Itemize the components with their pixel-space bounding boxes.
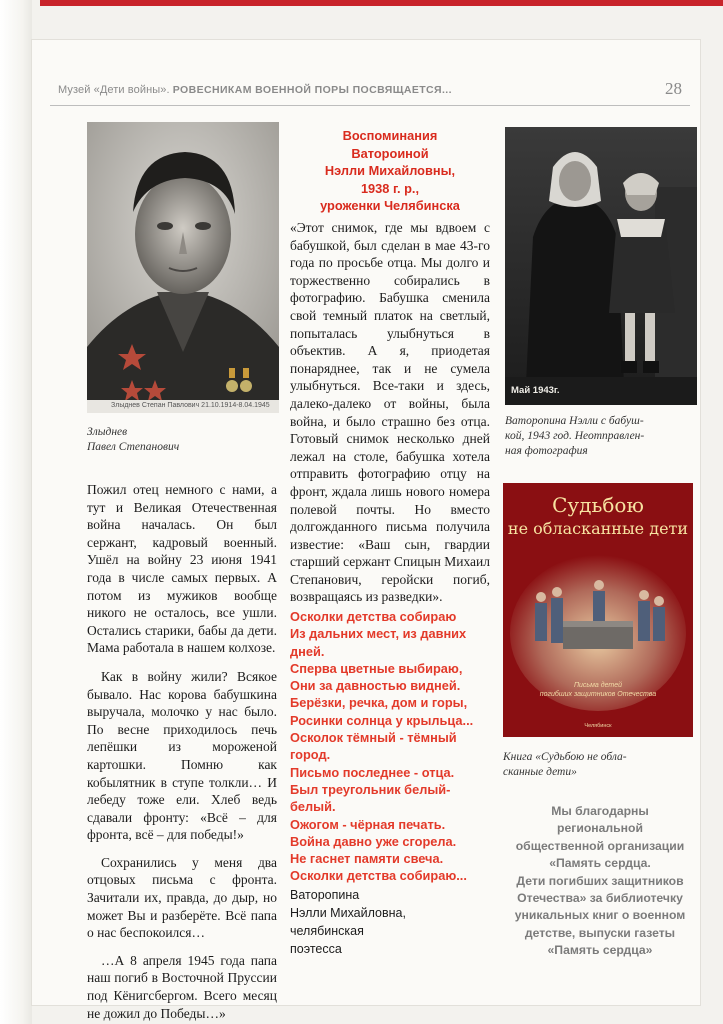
page-header bbox=[50, 81, 690, 103]
poem-line: Они за давностью видней. bbox=[290, 678, 461, 694]
signature-line-3: челябинская bbox=[290, 924, 364, 938]
thanks-note bbox=[500, 803, 700, 960]
signature-line-4: поэтесса bbox=[290, 942, 342, 956]
left-paragraph-2: Как в войну жили? Всякое бывало. Нас корова бабушкина выручала, молочко у нас было. По весне приходилось печь лепёшки из мороженой картошки. Помню как кобылятник в ступе толкли… И лебеду тоже ели. Хлеб ведь сдавали фронту: «Всё – для фронта, всё – для победы!» bbox=[87, 668, 277, 843]
middle-text-column bbox=[290, 219, 490, 606]
middle-body-text: «Этот снимок, где мы вдвоем с бабушкой, был сделан в мае 43-го года по просьбе отца. Мы долго и торжественно собирались в фотографию. Бабушка сменила свой темный платок на светлый, попыталась улыбнуться в объектив. А я, приодетая понаряднее, так и не сумела улыбнуться. Все-таки и здесь, далеко-далеко от войны, была война, и было страшно без отца. Готовый снимок несколько дней лежал на столе, бабушка хотела отправить фотографию отцу на фронт, ждала лишь нового номера полевой почты. Но вместо долгожданного письма получила известие: «Ваш сын, гвардии старший сержант Спицын Михаил Степанович, геройски погиб, возвращаясь из разведки». bbox=[290, 220, 490, 605]
title-line-2: Ватороиной bbox=[351, 145, 429, 161]
portrait-caption-line2: Павел Степанович bbox=[87, 441, 180, 453]
poem-line: Росинки солнца у крыльца... bbox=[290, 712, 474, 728]
poem-line: Не гаснет памяти свеча. bbox=[290, 851, 444, 867]
poem-line: Сперва цветные выбираю, bbox=[290, 660, 463, 676]
thanks-line: «Память сердца. bbox=[549, 856, 651, 871]
book-title-line1: Судьбою bbox=[552, 493, 644, 517]
left-text-column bbox=[87, 481, 277, 1022]
signature-line-2: Нэлли Михайловна, bbox=[290, 906, 406, 920]
portrait-caption bbox=[87, 425, 279, 455]
page-edge bbox=[0, 0, 32, 1024]
poem-line: Письмо последнее - отца. bbox=[290, 764, 455, 780]
portrait-image bbox=[87, 122, 279, 413]
thanks-line: Отечества» за библиотечку bbox=[517, 891, 683, 906]
grandmother-caption-line3: ная фотография bbox=[505, 445, 588, 457]
title-line-4: 1938 г. р., bbox=[360, 180, 420, 196]
header-tagline: РОВЕСНИКАМ ВОЕННОЙ ПОРЫ ПОСВЯЩАЕТСЯ... bbox=[172, 84, 452, 96]
book-cover bbox=[503, 483, 693, 737]
poem-line: Осколок тёмный - тёмный bbox=[290, 730, 457, 746]
grandmother-caption-line1: Ватoропина Нэлли с бабуш- bbox=[505, 415, 644, 427]
thanks-line: детстве, выпуски газеты bbox=[524, 925, 676, 940]
book-caption-line2: сканные дети» bbox=[503, 766, 577, 778]
poem-line: Ожогом - чёрная печать. bbox=[290, 816, 446, 832]
poem bbox=[290, 608, 490, 885]
title-line-5: уроженки Челябинска bbox=[320, 198, 460, 214]
poem-line: белый. bbox=[290, 799, 336, 815]
book-subtitle bbox=[503, 681, 693, 699]
book-subtitle-line2: погибших защитников Отечества bbox=[539, 691, 657, 698]
top-red-stripe bbox=[40, 0, 723, 6]
poem-line: Из дальних мест, из давних bbox=[290, 626, 467, 642]
grandmother-caption-line2: кой, 1943 год. Неотправлен- bbox=[505, 430, 645, 442]
photo-date-label: Май 1943г. bbox=[511, 385, 560, 396]
grandmother-photo bbox=[505, 127, 697, 405]
poem-line: Был треугольник белый- bbox=[290, 781, 451, 797]
header-museum: Музей «Дети войны». bbox=[58, 84, 170, 96]
poem-line: Осколки детства собираю... bbox=[290, 868, 467, 884]
left-paragraph-3: Сохранились у меня два отцовых письма с фронта. Зачитали их, правда, до дыр, но может Вы и разберёте. Всё папа о нас беспокоился… bbox=[87, 854, 277, 941]
page-number: 28 bbox=[665, 79, 682, 98]
thanks-line: общественной организации bbox=[515, 838, 685, 853]
header-title bbox=[58, 84, 452, 96]
portrait-photo bbox=[87, 122, 279, 413]
book-caption bbox=[503, 750, 698, 780]
poem-line: Война давно уже сгорела. bbox=[290, 833, 457, 849]
grandmother-image bbox=[505, 127, 697, 405]
poem-line: дней. bbox=[290, 643, 325, 659]
book-title bbox=[503, 493, 693, 541]
thanks-line: Дети погибших защитников bbox=[516, 873, 684, 888]
portrait-caption-line1: Злыднев bbox=[87, 426, 128, 438]
title-line-1: Воспоминания bbox=[342, 128, 438, 143]
poem-line: город. bbox=[290, 747, 331, 763]
left-paragraph-1: Пожил отец немного с нами, а тут и Великая Отечественная война началась. Он был сержант, кадровый военный. Ушёл на войну 23 июня 1941 года в числе самых первых. А потом из мужиков вообще никого не осталось, все ушли. Остались старики, бабы да дети. Мама работала в нашем колхозе. bbox=[87, 482, 277, 656]
article-title bbox=[292, 127, 488, 215]
book-publisher: Челябинск bbox=[584, 723, 612, 729]
portrait-inscription: Злыднев Степан Павлович 21.10.1914-8.04.1945 bbox=[111, 402, 270, 409]
book-caption-line1: Книга «Судьбою не обла- bbox=[503, 751, 627, 763]
thanks-line: региональной bbox=[557, 821, 643, 836]
header-rule bbox=[50, 105, 690, 106]
signature-line-1: Ватoропина bbox=[290, 888, 360, 902]
title-line-3: Нэлли Михайловны, bbox=[324, 163, 456, 179]
poem-line: Осколки детства собираю bbox=[290, 609, 457, 624]
thanks-line: Мы благодарны bbox=[551, 804, 649, 818]
book-subtitle-line1: Письма детей bbox=[573, 682, 623, 689]
left-paragraph-4: …А 8 апреля 1945 года папа наш погиб в Восточной Пруссии под Кёнигсбергом. Всего месяц не дожил до Победы…» bbox=[87, 952, 277, 1021]
author-signature bbox=[290, 886, 470, 958]
thanks-line: уникальных книг о военном bbox=[514, 908, 686, 923]
poem-line: Берёзки, речка, дом и горы, bbox=[290, 695, 468, 711]
grandmother-caption bbox=[505, 414, 700, 459]
book-title-line2: не обласканные дети bbox=[507, 519, 689, 538]
thanks-line: «Память сердца» bbox=[547, 943, 653, 958]
